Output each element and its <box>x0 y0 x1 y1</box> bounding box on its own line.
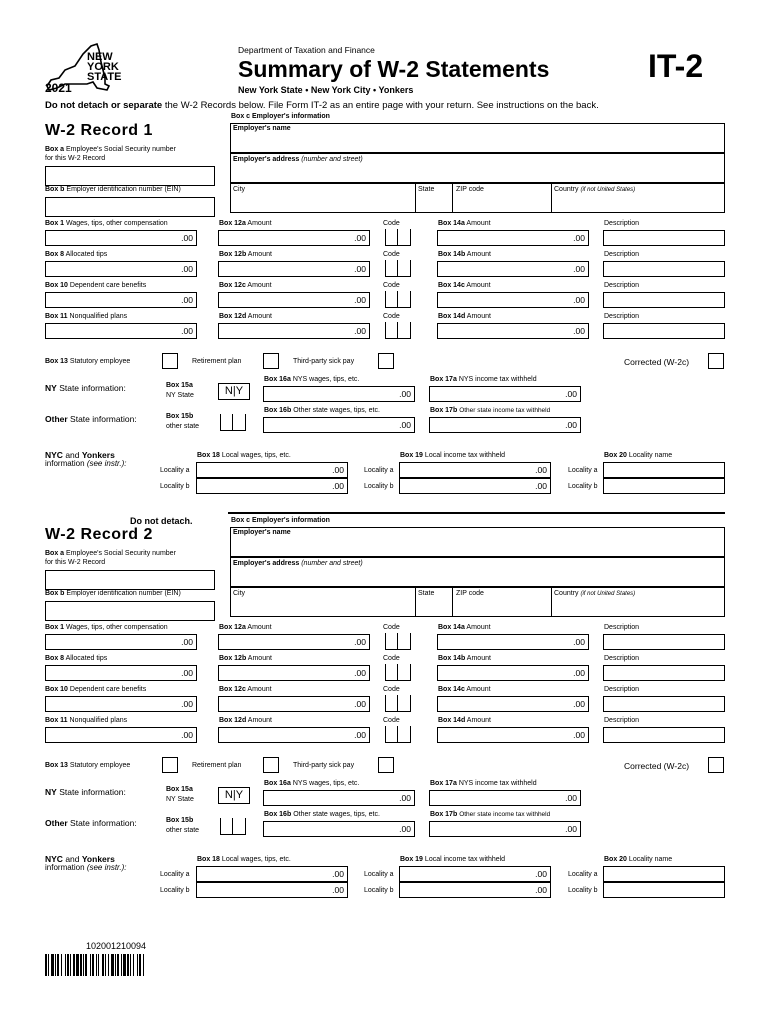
box19-locality-b-label: Locality b <box>364 483 394 490</box>
box14a-description-label: Description <box>604 220 640 227</box>
box15a-ny-field: N|Y <box>218 383 250 400</box>
logo-line-1: NEW <box>87 51 113 63</box>
box12a-label: Box 12a Amount <box>219 624 272 631</box>
box12c-label: Box 12c Amount <box>219 686 272 693</box>
nyc-yonkers-label: NYC and Yonkers <box>45 854 115 864</box>
box15b-other-state-field[interactable] <box>220 819 246 835</box>
ein-field[interactable] <box>45 197 215 217</box>
barcode-bar <box>67 954 69 976</box>
box13-label: Box 13 Statutory employee <box>45 762 131 769</box>
box12a-code-label: Code <box>383 624 400 631</box>
box14d-amount-field[interactable]: .00 <box>437 323 589 339</box>
city-field[interactable] <box>231 184 414 212</box>
box12d-code-field[interactable] <box>385 323 411 339</box>
box12b-code-field[interactable] <box>385 261 411 277</box>
barcode-bar <box>96 954 97 976</box>
box15a-label: Box 15a <box>166 382 193 389</box>
statutory-employee-checkbox[interactable] <box>162 353 178 369</box>
box18-locality-b-field[interactable]: .00 <box>196 882 348 898</box>
box14b-amount-field[interactable]: .00 <box>437 261 589 277</box>
nyc-yonkers-label: NYC and Yonkers <box>45 450 115 460</box>
box15a-sublabel: NY State <box>166 796 194 803</box>
box11-amount-field[interactable]: .00 <box>45 727 197 743</box>
form-number: IT-2 <box>648 48 704 84</box>
barcode <box>45 954 193 976</box>
box20-locality-b-label: Locality b <box>568 887 598 894</box>
barcode-bar <box>123 954 126 976</box>
box19-locality-a-field[interactable]: .00 <box>399 462 551 478</box>
box12b-amount-field[interactable]: .00 <box>218 261 370 277</box>
barcode-bar <box>127 954 129 976</box>
box14a-label: Box 14a Amount <box>438 624 491 631</box>
box10-label: Box 10 Dependent care benefits <box>45 686 147 693</box>
box14b-description-field[interactable] <box>603 261 725 277</box>
box15a-label: Box 15a <box>166 786 193 793</box>
box19-locality-a-label: Locality a <box>364 871 394 878</box>
department-name: Department of Taxation and Finance <box>238 45 375 55</box>
box14d-label: Box 14d Amount <box>438 717 491 724</box>
box20-locality-a-field[interactable] <box>603 462 725 478</box>
barcode-bar <box>76 954 79 976</box>
box20-locality-a-label: Locality a <box>568 467 598 474</box>
box17a-amount-field[interactable]: .00 <box>429 790 581 806</box>
barcode-bar <box>102 954 104 976</box>
box11-amount-field[interactable]: .00 <box>45 323 197 339</box>
box10-amount-field[interactable]: .00 <box>45 696 197 712</box>
barcode-number: 102001210094 <box>86 941 147 951</box>
box18-locality-b-field[interactable]: .00 <box>196 478 348 494</box>
box-a-label-2: for this W-2 Record <box>45 559 106 566</box>
nyc-yonkers-label-2: information (see instr.): <box>45 459 127 468</box>
barcode-bar <box>121 954 122 976</box>
box12c-code-label: Code <box>383 686 400 693</box>
box20-locality-a-field[interactable] <box>603 866 725 882</box>
box12a-code-label: Code <box>383 220 400 227</box>
box12d-code-field[interactable] <box>385 727 411 743</box>
box-c-label: Box c Employer's information <box>231 517 330 524</box>
state-label: State <box>418 186 435 193</box>
box1-amount-field[interactable]: .00 <box>45 230 197 246</box>
retirement-plan-label: Retirement plan <box>192 762 242 769</box>
employee-ssn-field[interactable] <box>45 166 215 186</box>
box14d-amount-field[interactable]: .00 <box>437 727 589 743</box>
detach-instruction-rest: the W-2 Records below. File Form IT-2 as an entire page with your return. See instructions on the back. <box>164 100 599 111</box>
employer-address-label: Employer's address (number and street) <box>233 156 363 163</box>
box12b-code-field[interactable] <box>385 665 411 681</box>
box-a-label: Box a Employee's Social Security number <box>45 550 176 557</box>
record-separator <box>228 512 725 514</box>
box16b-label: Box 16b Other state wages, tips, etc. <box>264 407 380 414</box>
box14b-label: Box 14b Amount <box>438 251 491 258</box>
box18-locality-a-label: Locality a <box>160 467 190 474</box>
box-a-label: Box a Employee's Social Security number <box>45 146 176 153</box>
box18-label: Box 18 Local wages, tips, etc. <box>197 452 291 459</box>
box18-locality-b-label: Locality b <box>160 483 190 490</box>
box12b-label: Box 12b Amount <box>219 251 272 258</box>
do-not-detach-label: Do not detach. <box>130 516 193 526</box>
box12b-amount-field[interactable]: .00 <box>218 665 370 681</box>
detach-instruction-bold: Do not detach or separate <box>45 100 163 111</box>
state-label: State <box>418 590 435 597</box>
record-title: W-2 Record 2 <box>45 526 153 543</box>
form-subtitle: New York State • New York City • Yonkers <box>238 85 414 95</box>
box15b-sublabel: other state <box>166 423 200 430</box>
box14d-description-label: Description <box>604 717 640 724</box>
barcode-bar <box>57 954 59 976</box>
barcode-bar <box>111 954 114 976</box>
barcode-bar <box>115 954 116 976</box>
statutory-employee-checkbox[interactable] <box>162 757 178 773</box>
box20-locality-b-field[interactable] <box>603 882 725 898</box>
box16a-label: Box 16a NYS wages, tips, etc. <box>264 780 360 787</box>
box18-label: Box 18 Local wages, tips, etc. <box>197 856 291 863</box>
box15b-label: Box 15b <box>166 817 194 824</box>
box19-label: Box 19 Local income tax withheld <box>400 856 506 863</box>
ny-state-info-label: NY State information: <box>45 787 126 797</box>
box10-label: Box 10 Dependent care benefits <box>45 282 147 289</box>
box14a-label: Box 14a Amount <box>438 220 491 227</box>
retirement-plan-label: Retirement plan <box>192 358 242 365</box>
box16b-label: Box 16b Other state wages, tips, etc. <box>264 811 380 818</box>
box12a-code-field[interactable] <box>385 634 411 650</box>
box14b-description-field[interactable] <box>603 665 725 681</box>
box14c-description-field[interactable] <box>603 696 725 712</box>
box12c-code-label: Code <box>383 282 400 289</box>
city-label: City <box>233 590 246 597</box>
employer-name-field[interactable] <box>230 123 725 153</box>
ein-field[interactable] <box>45 601 215 621</box>
box17b-amount-field[interactable]: .00 <box>429 417 581 433</box>
employer-name-label: Employer's name <box>233 529 291 536</box>
barcode-bar <box>105 954 106 976</box>
box12b-label: Box 12b Amount <box>219 655 272 662</box>
barcode-bar <box>133 954 134 976</box>
box12a-amount-field[interactable]: .00 <box>218 634 370 650</box>
box20-label: Box 20 Locality name <box>604 452 673 459</box>
ny-state-info-label: NY State information: <box>45 383 126 393</box>
box19-label: Box 19 Local income tax withheld <box>400 452 506 459</box>
corrected-checkbox[interactable] <box>708 757 724 773</box>
box20-locality-a-label: Locality a <box>568 871 598 878</box>
box8-amount-field[interactable]: .00 <box>45 665 197 681</box>
barcode-bar <box>51 954 54 976</box>
box20-locality-b-label: Locality b <box>568 483 598 490</box>
box1-label: Box 1 Wages, tips, other compensation <box>45 624 168 631</box>
box15a-ny-field: N|Y <box>218 787 250 804</box>
record-title: W-2 Record 1 <box>45 122 153 139</box>
box17a-label: Box 17a NYS income tax withheld <box>430 780 537 787</box>
box14a-description-label: Description <box>604 624 640 631</box>
box18-locality-a-field[interactable]: .00 <box>196 462 348 478</box>
box12c-code-field[interactable] <box>385 292 411 308</box>
box18-locality-a-field[interactable]: .00 <box>196 866 348 882</box>
box17b-label: Box 17b Other state income tax withheld <box>430 407 551 414</box>
box15b-sublabel: other state <box>166 827 200 834</box>
box12d-label: Box 12d Amount <box>219 717 272 724</box>
box20-label: Box 20 Locality name <box>604 856 673 863</box>
third-party-sick-pay-label: Third-party sick pay <box>293 762 355 769</box>
box19-locality-b-label: Locality b <box>364 887 394 894</box>
country-label: Country (if not United States) <box>554 186 636 193</box>
box14d-description-field[interactable] <box>603 323 725 339</box>
other-state-info-label: Other State information: <box>45 818 137 828</box>
box18-locality-b-label: Locality b <box>160 887 190 894</box>
zip-label: ZIP code <box>456 186 484 193</box>
barcode-icon <box>45 954 193 976</box>
barcode-bar <box>55 954 56 976</box>
box14c-label: Box 14c Amount <box>438 686 491 693</box>
box18-locality-a-label: Locality a <box>160 871 190 878</box>
barcode-bar <box>80 954 82 976</box>
box12a-code-field[interactable] <box>385 230 411 246</box>
city-field[interactable] <box>231 588 414 616</box>
box14c-amount-field[interactable]: .00 <box>437 292 589 308</box>
third-party-sick-pay-checkbox[interactable] <box>378 353 394 369</box>
corrected-label: Corrected (W-2c) <box>624 357 690 367</box>
box10-amount-field[interactable]: .00 <box>45 292 197 308</box>
box14d-description-label: Description <box>604 313 640 320</box>
tax-year: 2021 <box>45 81 72 95</box>
employer-address-label: Employer's address (number and street) <box>233 560 363 567</box>
box8-label: Box 8 Allocated tips <box>45 251 108 258</box>
third-party-sick-pay-checkbox[interactable] <box>378 757 394 773</box>
barcode-bar <box>139 954 141 976</box>
barcode-bar <box>90 954 91 976</box>
country-label: Country (if not United States) <box>554 590 636 597</box>
box12d-amount-field[interactable]: .00 <box>218 727 370 743</box>
box13-label: Box 13 Statutory employee <box>45 358 131 365</box>
box14c-description-label: Description <box>604 282 640 289</box>
box19-locality-a-label: Locality a <box>364 467 394 474</box>
barcode-bar <box>108 954 109 976</box>
box12d-code-label: Code <box>383 313 400 320</box>
box17b-amount-field[interactable]: .00 <box>429 821 581 837</box>
box14a-description-field[interactable] <box>603 634 725 650</box>
employer-name-field[interactable] <box>230 527 725 557</box>
box17b-label: Box 17b Other state income tax withheld <box>430 811 551 818</box>
box12a-label: Box 12a Amount <box>219 220 272 227</box>
form-title: Summary of W-2 Statements <box>238 56 550 82</box>
w2-record-1 <box>0 100 770 500</box>
box12d-amount-field[interactable]: .00 <box>218 323 370 339</box>
box14c-description-field[interactable] <box>603 292 725 308</box>
retirement-plan-checkbox[interactable] <box>263 757 279 773</box>
barcode-bar <box>117 954 119 976</box>
box12c-code-field[interactable] <box>385 696 411 712</box>
barcode-bar <box>61 954 62 976</box>
box1-label: Box 1 Wages, tips, other compensation <box>45 220 168 227</box>
box20-locality-b-field[interactable] <box>603 478 725 494</box>
box19-locality-a-field[interactable]: .00 <box>399 866 551 882</box>
city-label: City <box>233 186 246 193</box>
box8-label: Box 8 Allocated tips <box>45 655 108 662</box>
box14b-amount-field[interactable]: .00 <box>437 665 589 681</box>
box14d-description-field[interactable] <box>603 727 725 743</box>
box16a-amount-field[interactable]: .00 <box>263 790 415 806</box>
barcode-bar <box>83 954 84 976</box>
box14d-label: Box 14d Amount <box>438 313 491 320</box>
box17a-label: Box 17a NYS income tax withheld <box>430 376 537 383</box>
box19-locality-b-field[interactable]: .00 <box>399 882 551 898</box>
barcode-bar <box>65 954 66 976</box>
box15a-sublabel: NY State <box>166 392 194 399</box>
box14b-label: Box 14b Amount <box>438 655 491 662</box>
nyc-yonkers-label-2: information (see instr.): <box>45 863 127 872</box>
box12a-amount-field[interactable]: .00 <box>218 230 370 246</box>
barcode-bar <box>130 954 131 976</box>
box17a-amount-field[interactable]: .00 <box>429 386 581 402</box>
box12b-code-label: Code <box>383 251 400 258</box>
box11-label: Box 11 Nonqualified plans <box>45 717 128 724</box>
employer-name-label: Employer's name <box>233 125 291 132</box>
box12c-amount-field[interactable]: .00 <box>218 292 370 308</box>
retirement-plan-checkbox[interactable] <box>263 353 279 369</box>
corrected-label: Corrected (W-2c) <box>624 761 690 771</box>
box14a-description-field[interactable] <box>603 230 725 246</box>
box14c-description-label: Description <box>604 686 640 693</box>
box-c-label: Box c Employer's information <box>231 113 330 120</box>
box-b-label: Box b Employer identification number (EIN) <box>45 186 181 193</box>
barcode-bar <box>143 954 144 976</box>
box15b-other-state-field[interactable] <box>220 415 246 431</box>
employee-ssn-field[interactable] <box>45 570 215 590</box>
box16a-amount-field[interactable]: .00 <box>263 386 415 402</box>
barcode-bar <box>45 954 47 976</box>
corrected-checkbox[interactable] <box>708 353 724 369</box>
box16a-label: Box 16a NYS wages, tips, etc. <box>264 376 360 383</box>
zip-label: ZIP code <box>456 590 484 597</box>
box12b-code-label: Code <box>383 655 400 662</box>
box19-locality-b-field[interactable]: .00 <box>399 478 551 494</box>
box12d-label: Box 12d Amount <box>219 313 272 320</box>
barcode-bar <box>98 954 99 976</box>
other-state-info-label: Other State information: <box>45 414 137 424</box>
box14a-amount-field[interactable]: .00 <box>437 634 589 650</box>
barcode-bar <box>92 954 94 976</box>
box14b-description-label: Description <box>604 655 640 662</box>
box1-amount-field[interactable]: .00 <box>45 634 197 650</box>
box-a-label-2: for this W-2 Record <box>45 155 106 162</box>
barcode-bar <box>137 954 138 976</box>
box12c-label: Box 12c Amount <box>219 282 272 289</box>
barcode-bar <box>73 954 75 976</box>
box12c-amount-field[interactable]: .00 <box>218 696 370 712</box>
ny-state-logo <box>45 40 125 95</box>
box11-label: Box 11 Nonqualified plans <box>45 313 128 320</box>
box16b-amount-field[interactable]: .00 <box>263 417 415 433</box>
box16b-amount-field[interactable]: .00 <box>263 821 415 837</box>
box-b-label: Box b Employer identification number (EIN) <box>45 590 181 597</box>
barcode-bar <box>48 954 49 976</box>
w2-record-2 <box>0 504 770 904</box>
box14c-amount-field[interactable]: .00 <box>437 696 589 712</box>
box8-amount-field[interactable]: .00 <box>45 261 197 277</box>
barcode-bar <box>85 954 87 976</box>
box15b-label: Box 15b <box>166 413 194 420</box>
box12d-code-label: Code <box>383 717 400 724</box>
third-party-sick-pay-label: Third-party sick pay <box>293 358 355 365</box>
barcode-bar <box>70 954 71 976</box>
logo-line-3: STATE <box>87 71 122 83</box>
logo-line-2: YORK <box>87 61 119 73</box>
box14a-amount-field[interactable]: .00 <box>437 230 589 246</box>
box14b-description-label: Description <box>604 251 640 258</box>
box14c-label: Box 14c Amount <box>438 282 491 289</box>
